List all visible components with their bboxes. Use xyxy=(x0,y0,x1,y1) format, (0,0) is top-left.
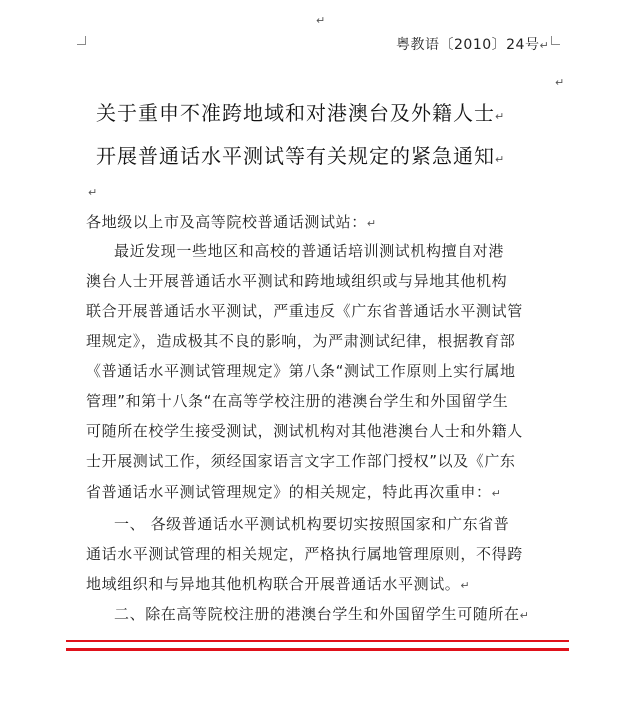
body-line: 《普通话水平测试管理规定》第八条“测试工作原则上实行属地 xyxy=(86,362,516,380)
body-line: 联合开展普通话水平测试，严重违反《广东省普通话水平测试管 xyxy=(86,302,523,320)
list-item-2: 二、除在高等院校注册的港澳台学生和外国留学生可随所在↵ xyxy=(114,605,530,623)
item-line: 通话水平测试管理的相关规定，严格执行属地管理原则，不得跨 xyxy=(86,545,523,563)
document-title-line-2: 开展普通话水平测试等有关规定的紧急通知↵ xyxy=(96,144,506,168)
item-line: 一、 各级普通话水平测试机构要切实按照国家和广东省普 xyxy=(114,515,510,533)
body-line: 可随所在校学生接受测试，测试机构对其他港澳台人士和外籍人 xyxy=(86,422,523,440)
body-line: 最近发现一些地区和高校的普通话培训测试机构擅自对港 xyxy=(114,242,505,260)
body-line: 理规定》，造成极其不良的影响，为严肃测试纪律，根据教育部 xyxy=(86,332,516,350)
crop-mark-top-right xyxy=(551,36,560,45)
document-reference-number: 粤教语〔2010〕24号↵ xyxy=(396,37,550,53)
red-divider-thick xyxy=(66,648,569,651)
paragraph-mark: ↵ xyxy=(88,186,98,199)
salutation: 各地级以上市及高等院校普通话测试站：↵ xyxy=(86,213,377,231)
item-line: 地域组织和与异地其他机构联合开展普通话水平测试。↵ xyxy=(86,575,471,593)
body-line: 澳台人士开展普通话水平测试和跨地域组织或与异地其他机构 xyxy=(86,272,508,290)
body-line: 管理”和第十八条“在高等学校注册的港澳台学生和外国留学生 xyxy=(86,392,509,410)
body-line: 省普通话水平测试管理规定》的相关规定，特此再次重申：↵ xyxy=(86,483,502,501)
body-line: 士开展测试工作，须经国家语言文字工作部门授权”以及《广东 xyxy=(86,452,516,470)
document-title-line-1: 关于重申不准跨地域和对港澳台及外籍人士↵ xyxy=(96,101,506,125)
crop-mark-top-left xyxy=(77,36,86,45)
red-divider-thin xyxy=(66,640,569,642)
paragraph-mark: ↵ xyxy=(555,76,565,89)
paragraph-mark: ↵ xyxy=(316,14,326,27)
